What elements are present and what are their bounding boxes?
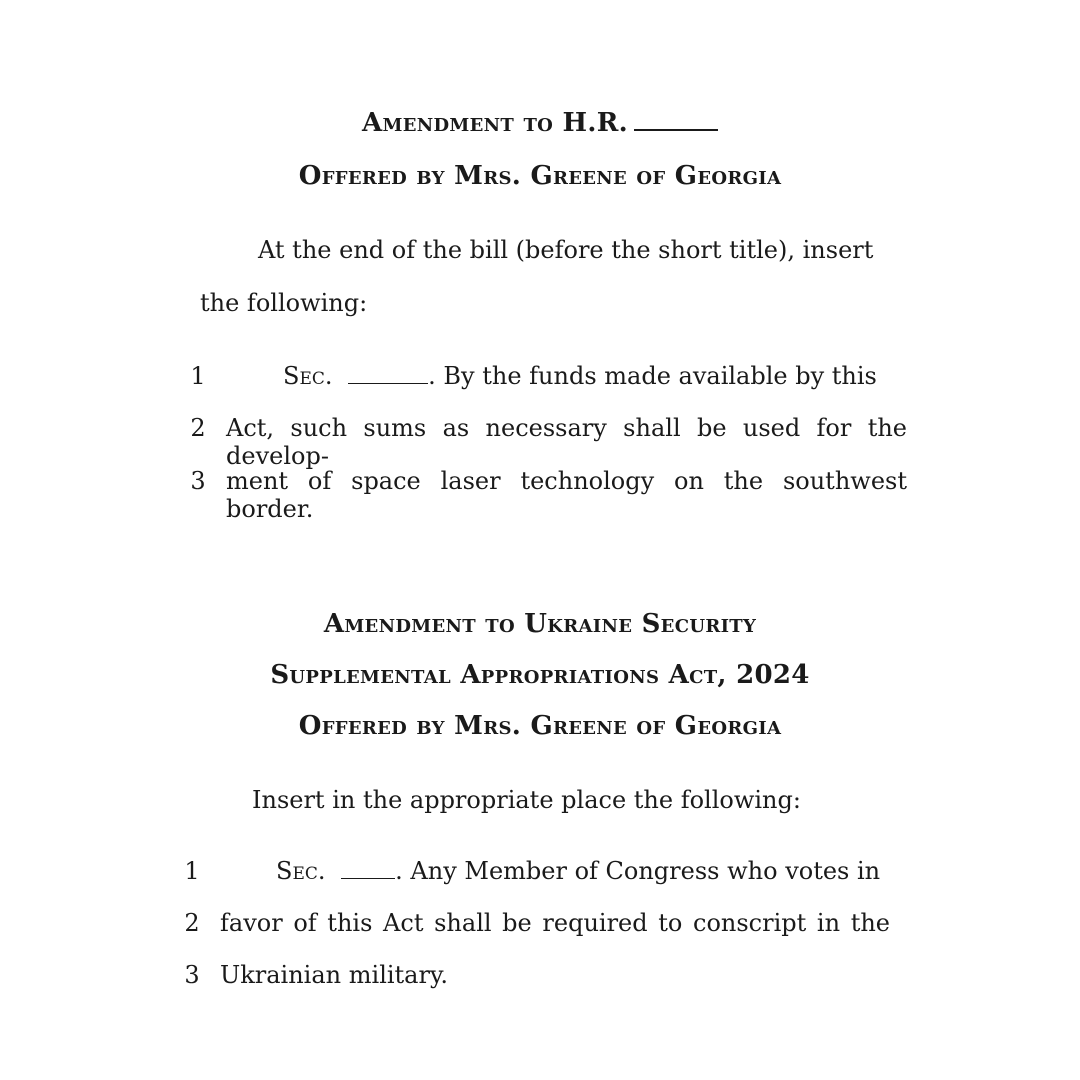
line-number: 3 bbox=[184, 961, 200, 989]
amendment-1-line-1-text: . By the funds made available by this bbox=[428, 362, 877, 390]
amendment-1-intro-line-1: At the end of the bill (before the short title), insert bbox=[258, 236, 874, 264]
line-number: 1 bbox=[184, 857, 200, 885]
amendment-2-title-line-2: Supplemental Appropriations Act, 2024 bbox=[270, 660, 810, 690]
amendment-2-line-1-text: . Any Member of Congress who votes in bbox=[395, 857, 881, 885]
amendment-2-text-line-2: favor of this Act shall be required to conscript in the bbox=[220, 909, 890, 937]
section-number-blank bbox=[348, 382, 428, 384]
line-number: 3 bbox=[190, 467, 206, 495]
amendment-1-text-line-1 bbox=[283, 362, 907, 390]
amendment-2-intro: Insert in the appropriate place the following: bbox=[252, 786, 801, 814]
amendment-1-offered-by: Offered by Mrs. Greene of Georgia bbox=[298, 161, 782, 191]
amendment-1-title bbox=[0, 108, 1080, 138]
amendment-1-text-line-2: Act, such sums as necessary shall be used for the develop- bbox=[226, 414, 907, 470]
amendment-1-intro-line-2: the following: bbox=[200, 289, 368, 317]
bill-number-blank bbox=[634, 128, 718, 131]
line-number: 2 bbox=[184, 909, 200, 937]
line-number: 1 bbox=[190, 362, 206, 390]
amendment-2-text-line-3: Ukrainian military. bbox=[220, 961, 448, 989]
line-number: 2 bbox=[190, 414, 206, 442]
section-label: Sec. bbox=[276, 857, 326, 885]
amendment-1-text-line-3: ment of space laser technology on the southwest border. bbox=[226, 467, 907, 523]
amendment-1-title-text: Amendment to H.R. bbox=[362, 108, 628, 138]
amendment-2-title-line-1: Amendment to Ukraine Security bbox=[323, 609, 757, 639]
amendment-2-text-line-1 bbox=[276, 857, 890, 885]
section-number-blank bbox=[341, 877, 395, 879]
amendment-2-offered-by: Offered by Mrs. Greene of Georgia bbox=[298, 711, 782, 741]
section-label: Sec. bbox=[283, 362, 333, 390]
